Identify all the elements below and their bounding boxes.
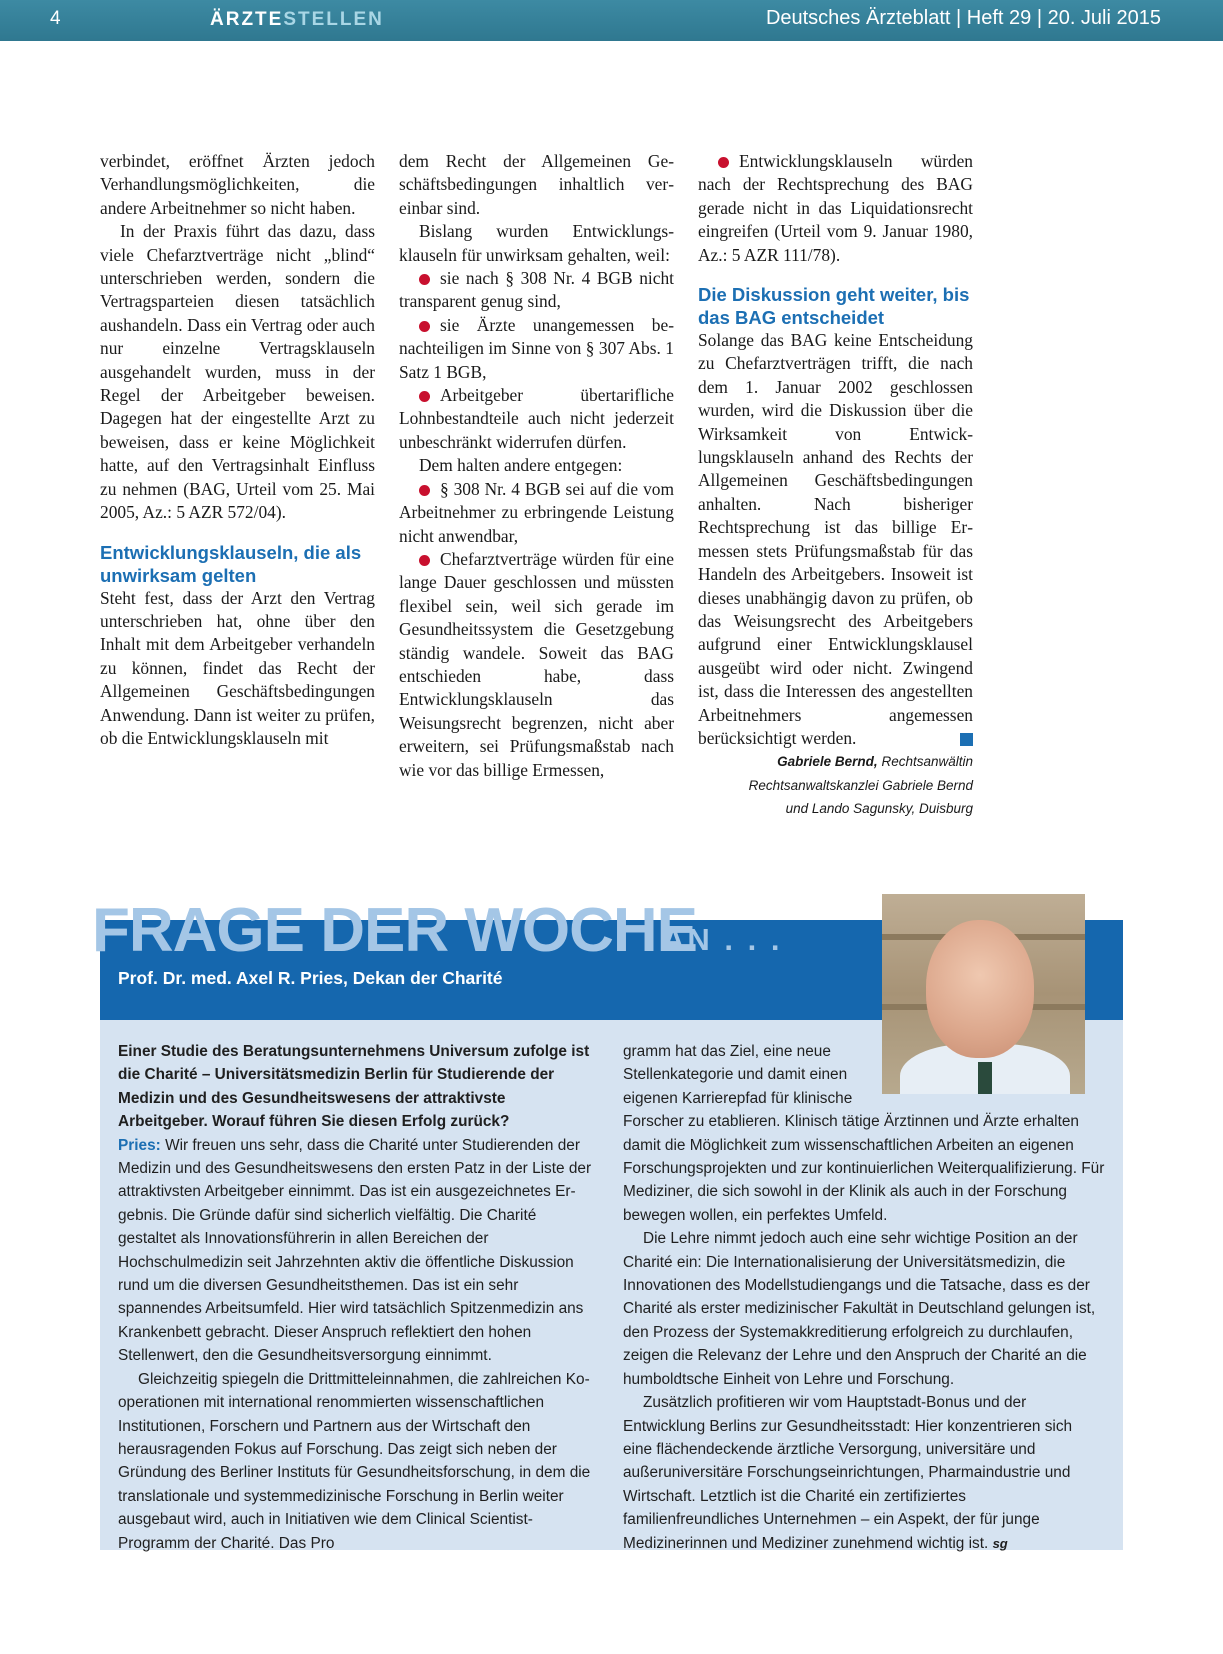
paragraph: Dem halten andere entgegen: [419,455,623,476]
bullet-text: sie nach § 308 Nr. 4 BGB nicht transparent genug sind, [399,268,674,312]
answer-text: Wir freuen uns sehr, dass die Charité unter Studierenden der Medizin und des Gesundheitswesens den ersten Patz in der Liste der attraktivsten Arbeitgeber einnimmt. Das ist ein ausgezeichnetes Ergebnis. Die Gründe dafür sind sicherlich vielfältig. Die Charité gestaltet als Innovationsführerin in allen Bereichen der Hochschulmedizin seit Jahrzehnten aktiv die öffentliche Diskussion rund um die diversen Gesundheitsthemen. Das ist ein sehr spannendes Arbeitsumfeld. Hier wird tatsächlich Spitzenmedizin ans Krankenbett gebracht. Dieser Anspruch reflektiert den hohen Stellenwert, den die Gesundheitsversorgung einnimmt. [118,1136,592,1365]
bullet-text: Arbeitgeber übertarifliche Lohnbestandteile auch nicht jederzeit unbeschränkt widerrufen dürfen. [399,385,674,452]
paragraph [698,329,973,750]
section-label [210,9,384,31]
bullet-icon [419,391,430,402]
answer-paragraph: Forscher zu etablieren. Klinisch tätige Ärztinnen und Ärzte erhalten damit die Möglichkeit zum wissenschaftlichen Arbeiten an eigenen Forschungsprojekten und zur kontinuierlichen Weiterqualifizierung. Für Mediziner, die sich sowohl in der Klinik als auch in der Forschung bewegen wollen, ein perfektes Umfeld. [623,1113,1105,1224]
author-role: Rechtsanwältin [881,754,973,770]
author-name: Gabriele Bernd, [777,754,878,770]
paragraph-text: Solange das BAG keine Entscheidung zu Chefarztverträgen trifft, die nach dem 1. Januar 2002 geschlossen wurden, wird die Diskussion über die Wirksamkeit von Entwicklungsklauseln anhand des Rechts der Allgemeinen Geschäftsbedingungen anhalten. Nach bisheriger Rechtsprechung ist das billige Ermessen stets Prüfungsmaßstab für das Handeln des Arbeitgebers. Insoweit ist dieses unabhängig davon zu prüfen, ob das Weisungsrecht des Arbeitgebers aufgrund einer Entwicklungsklausel ausgeübt wird oder nicht. Zwingend ist, dass die Interessen des angestellten Arbeitnehmers angemessen berücksichtigt werden. [698,330,973,748]
answer-paragraph [623,1391,1105,1555]
feature-person: Prof. Dr. med. Axel R. Pries, Dekan der Charité [118,968,503,988]
bullet-text: Chefarztverträge würden für eine lange Dauer geschlossen und müssten flexibel sein, weil sich gerade im Gesundheitssystem die Gesetzgebung ständig wandele. Soweit das BAG entschieden habe, dass Entwicklungsklauseln das Weisungsrecht begrenzen, nicht aber erweitern, sei Prüfungsmaßstab nach wie vor das billige Ermessen, [399,548,674,780]
page-header [0,0,1223,41]
author-firm: Rechtsanwaltskanzlei Gabriele Bernd [748,777,973,793]
author-location: und Lando Sagunsky, Duisburg [785,801,973,817]
interview-column-1 [118,1040,594,1555]
head-shape [926,920,1034,1058]
feature-title: FRAGE DER WOCHE [92,896,697,965]
bullet-text: § 308 Nr. 4 BGB sei auf die vom Arbeitnehmer zu erbringende Leistung nicht anwendbar, [399,478,674,546]
section-label-bold: ÄRZTE [210,9,284,30]
publication-info: Deutsches Ärzteblatt | Heft 29 | 20. Juli 2015 [765,7,1161,29]
article-column-2 [399,150,674,782]
paragraph: In der Praxis führt das dazu, dass viele Chefarztverträge nicht „blind“ unterschrieben werden, sondern die Vertragsparteien diesen tatsächlich aushandeln. Dass ein Vertrag oder auch nur einzelne Vertragsklauseln ausgehandelt wurden, muss in der Regel der Arbeitgeber beweisen. Dagegen hat der eingestellte Arzt zu beweisen, dass er keine Möglichkeit hatte, auf den Vertragsinhalt Einfluss zu nehmen (BAG, Urteil vom 25. Mai 2005, Az.: 5 AZR 572/04). [100,221,375,523]
answer-paragraph: gramm hat das Ziel, eine neue Stellenkategorie und damit einen eigenen Karrierepfad für klinische [623,1043,853,1107]
bullet-item [698,150,973,267]
paragraph: dem Recht der Allgemeinen Geschäftsbedingungen inhaltlich vereinbar sind. [399,151,674,218]
bullet-icon [419,274,430,285]
article-column-1 [100,150,375,750]
answer-paragraph [118,1134,594,1368]
author-line [698,750,973,774]
bullet-item [399,314,674,384]
bullet-text: sie Ärzte unangemessen benachteiligen im Sinne von § 307 Abs. 1 Satz 1 BGB, [399,314,674,382]
section-label-light: STELLEN [283,9,384,30]
bullet-text: Entwicklungsklauseln würden nach der Rechtsprechung des BAG gerade nicht in das Liquidationsrecht eingreifen (Urteil vom 9. Januar 1980, Az.: 5 AZR 111/78). [698,151,973,265]
bullet-icon [419,321,430,332]
interview-column-2 [623,1040,1105,1555]
bullet-icon [419,485,430,496]
answer-text: Zusätzlich profitieren wir vom Hauptstadt-Bonus und der Entwicklung Berlins zur Gesundheitsstadt: Hier konzentrieren sich eine flächendeckende ärztliche Versorgung, universitäre und außeruniversitäre Forschungseinrichtungen, Pharmaindustrie und Wirtschaft. Letztlich ist die Charité ein zertifiziertes familienfreundliches Unternehmen – ein Aspekt, der für junge Medizinerinnen und Mediziner zunehmend wichtig ist. [623,1394,1073,1552]
answer-paragraph: Die Lehre nimmt jedoch auch eine sehr wichtige Position an der Charité ein: Die Internationalisierung der Universitätsmedizin, die Innovationen des Modellstudiengangs und die Tatsache, dass es der Charité als erster medizinischer Fakultät in Deutschland gelungen ist, den Prozess der Systemakkreditierung erfolgreich zu durchlaufen, zeigen die Relevanz der Lehre und den Anspruch der Charité an die humboldtsche Einheit von Lehre und Forschung. [623,1230,1096,1388]
bullet-item [399,267,674,314]
interview-question: Einer Studie des Beratungsunternehmens Universum zufolge ist die Charité – Universitätsmedizin Berlin für Studierende der Medizin und des Gesundheitswesens der attraktivste Arbeitgeber. Worauf führen Sie diesen Erfolg zurück? [118,1043,590,1131]
subheading: Entwicklungsklauseln, die als unwirksam gelten [100,541,362,586]
bullet-icon [718,157,729,168]
paragraph: verbindet, eröffnet Ärzten jedoch Verhandlungsmöglichkeiten, die andere Arbeitnehmer so nicht haben. [100,151,375,218]
answer-lead: Pries: [118,1136,161,1154]
subheading: Die Diskussion geht weiter, bis das BAG entscheidet [698,284,970,329]
bullet-item [399,384,674,454]
author-block [698,750,973,821]
bullet-item [399,548,674,782]
bullet-icon [419,555,430,566]
page-number: 4 [50,8,61,29]
bullet-item [399,478,674,548]
answer-paragraph: Gleichzeitig spiegeln die Drittmitteleinnahmen, die zahlreichen Kooperationen mit international renommierten wissenschaftlichen Institutionen, Forschern und Partnern aus der Wirtschaft den herausragenden Fokus auf Forschung. Das zeigt sich neben der Gründung des Berliner Instituts für Gesundheitsforschung, in dem die translationale und systemmedizinische Forschung in Berlin weiter ausgebaut wird, auch in Initiativen wie dem Clinical Scientist-Programm der Charité. Das Pro [118,1370,591,1552]
editor-signature: sg [992,1535,1008,1551]
article-column-3 [698,150,973,821]
paragraph: Steht fest, dass der Arzt den Vertrag unterschrieben hat, ohne über den Inhalt mit dem Arbeitgeber verhandeln zu können, findet das Recht der Allgemeinen Geschäftsbedingungen Anwendung. Dann ist weiter zu prüfen, ob die Entwicklungsklauseln mit [100,587,375,748]
paragraph: Bislang wurden Entwicklungsklauseln für unwirksam gehalten, weil: [399,221,674,265]
end-mark-icon [960,733,973,746]
feature-title-suffix: AN . . . [662,922,783,957]
